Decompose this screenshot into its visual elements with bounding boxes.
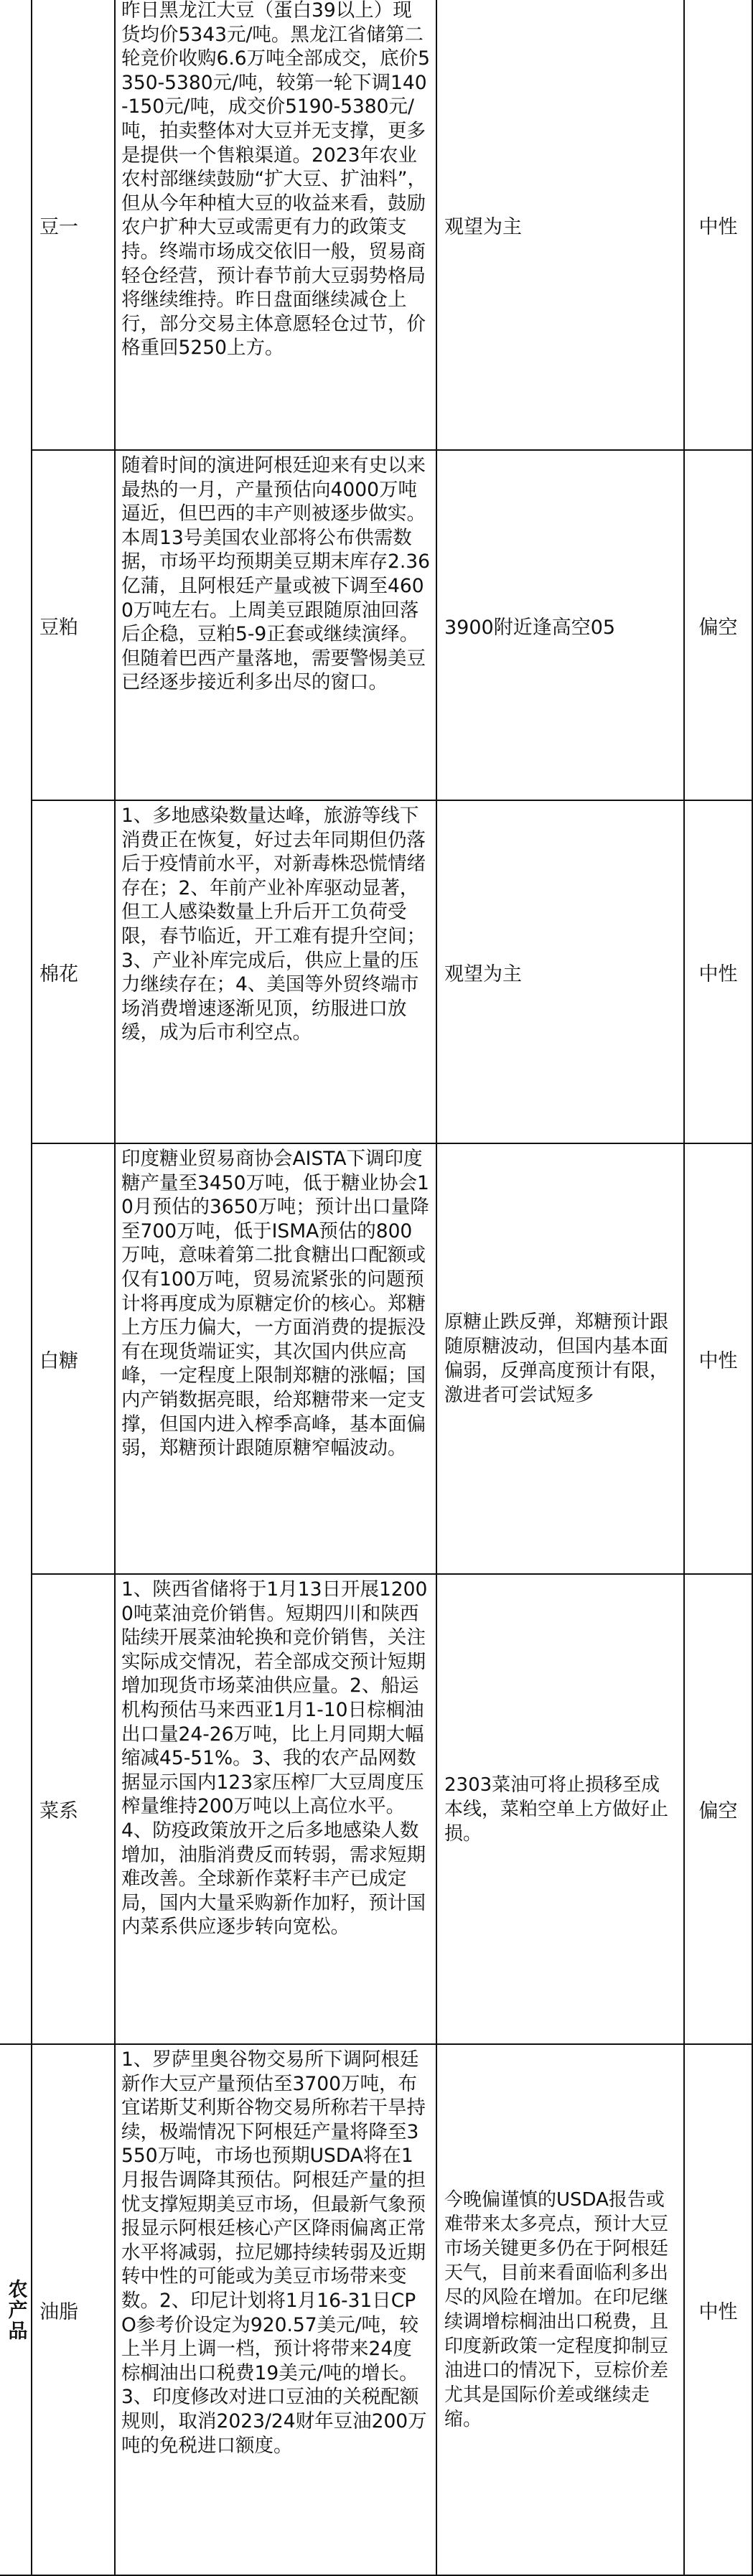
row-0-analysis: [116, 0, 437, 451]
row-5-analysis: [116, 2045, 437, 2576]
row-2-view: [685, 801, 753, 1144]
view-badge: 中性: [698, 215, 738, 238]
view-badge: 偏空: [698, 1800, 738, 1822]
row-5-name: [32, 2045, 116, 2576]
row-1-name: [32, 451, 116, 801]
row-2-analysis: [116, 801, 437, 1144]
row-0-strategy: [437, 0, 685, 451]
row-0-name: [32, 0, 116, 451]
strategy-text: 观望为主: [444, 963, 522, 985]
strategy-text: 今晚偏谨慎的USDA报告或难带来太多亮点，预计大豆市场关键更多仍在于阿根廷天气，目前来看面临利多出尽的风险在增加。在印尼继续调增棕榈油出口税费，且印度新政策一定程度抑制豆油进口的情况下，豆棕价差尤其是国际价差或继续走缩。: [444, 2189, 669, 2430]
product-name: 豆一: [39, 215, 78, 238]
row-1-strategy: [437, 451, 685, 801]
product-name: 棉花: [39, 963, 78, 985]
row-0-view: [685, 0, 753, 451]
category-cell-upper: [0, 0, 32, 2045]
analysis-text: 印度糖业贸易商协会AISTA下调印度糖产量至3450万吨，低于糖业协会10月预估的3650万吨；预计出口量降至700万吨，低于ISMA预估的800万吨，意味着第二批食糖出口配额或仅有100万吨，贸易流紧张的问题预计将再度成为原糖定价的核心。郑糖上方压力偏大，一方面消费的提振没有在现货端证实，其次国内供应高峰，一定程度上限制郑糖的涨幅；国内产销数据亮眼，给郑糖带来一定支撑，但国内进入榨季高峰，基本面偏弱，郑糖预计跟随原糖窄幅波动。: [121, 1148, 429, 1460]
strategy-text: 观望为主: [444, 215, 522, 238]
row-3-name: [32, 1144, 116, 1575]
row-3-analysis: [116, 1144, 437, 1575]
strategy-text: 原糖止跌反弹，郑糖预计跟随原糖波动，但国内基本面偏弱，反弹高度预计有限，激进者可尝试短多: [444, 1311, 669, 1406]
product-name: 菜系: [39, 1800, 78, 1822]
view-badge: 偏空: [698, 616, 738, 639]
row-4-view: [685, 1575, 753, 2045]
row-2-name: [32, 801, 116, 1144]
row-4-strategy: [437, 1575, 685, 2045]
row-3-view: [685, 1144, 753, 1575]
analysis-text: 昨日黑龙江大豆（蛋白39以上）现货均价5343元/吨。黑龙江省储第二轮竞价收购6.6万吨全部成交，底价5350-5380元/吨，较第一轮下调140-150元/吨，成交价5190-5380元/吨，拍卖整体对大豆并无支撑，更多是提供一个售粮渠道。2023年农业农村部继续鼓励“扩大豆、扩油料”，但从今年种植大豆的收益来看，鼓励农户扩种大豆或需更有力的政策支持。终端市场成交依旧一般，贸易商轻仓经营，预计春节前大豆弱势格局将继续维持。昨日盘面继续减仓上行，部分交易主体意愿轻仓过节，价格重回5250上方。: [121, 0, 431, 360]
row-5-strategy: [437, 2045, 685, 2576]
row-2-strategy: [437, 801, 685, 1144]
row-1-analysis: [116, 451, 437, 801]
row-4-name: [32, 1575, 116, 2045]
row-1-view: [685, 451, 753, 801]
product-name: 油脂: [39, 2300, 78, 2323]
category-label: 农产品: [4, 2278, 27, 2341]
product-name: 白糖: [39, 1349, 78, 1372]
row-4-analysis: [116, 1575, 437, 2045]
row-5-view: [685, 2045, 753, 2576]
row-3-strategy: [437, 1144, 685, 1575]
analysis-text: 1、多地感染数量达峰，旅游等线下消费正在恢复，好过去年同期但仍落后于疫情前水平，对新毒株恐慌情绪存在；2、年前产业补库驱动显著，但工人感染数量上升后开工负荷受限，春节临近，开工难有提升空间；3、产业补库完成后，供应上量的压力继续存在；4、美国等外贸终端市场消费增速逐渐见顶，纺服进口放缓，成为后市利空点。: [121, 805, 426, 1044]
analysis-text: 1、陕西省储将于1月13日开展12000吨菜油竞价销售。短期四川和陕西陆续开展菜油轮换和竞价销售，关注实际成交情况，若全部成交预计短期增加现货市场菜油供应量。2、船运机构预估马来西亚1月1-10日棕榈油出口量24-26万吨，比上月同期大幅缩减45-51%。3、我的农产品网数据显示国内123家压榨厂大豆周度压榨量维持200万吨以上高位水平。4、防疫政策放开之后多地感染人数增加，油脂消费反而转弱，需求短期难改善。全球新作菜籽丰产已成定局，国内大量采购新作加籽，预计国内菜系供应逐步转向宽松。: [121, 1578, 428, 1939]
strategy-text: 2303菜油可将止损移至成本线，菜粕空单上方做好止损。: [444, 1774, 669, 1845]
analysis-text: 1、罗萨里奥谷物交易所下调阿根廷新作大豆产量预估至3700万吨，布宜诺斯艾利斯谷物交易所称若干旱持续，极端情况下阿根廷产量将降至3550万吨，市场也预期USDA将在1月报告调降其预估。阿根廷产量的担忧支撑短期美豆市场，但最新气象预报显示阿根廷核心产区降雨偏离正常水平将减弱，拉尼娜持续转弱及近期转中性的可能或为美豆市场带来变数。2、印尼计划将1月16-31日CPO参考价设定为920.57美元/吨，较上半月上调一档，预计将带来24度棕榈油出口税费19美元/吨的增长。3、印度修改对进口豆油的关税配额规则，取消2023/24财年豆油200万吨的免税进口额度。: [121, 2048, 427, 2457]
strategy-text: 3900附近逢高空05: [444, 616, 616, 639]
view-badge: 中性: [698, 963, 738, 985]
view-badge: 中性: [698, 1349, 738, 1372]
product-name: 豆粕: [39, 616, 78, 639]
analysis-text: 随着时间的演进阿根廷迎来有史以来最热的一月，产量预估向4000万吨逼近，但巴西的丰产则被逐步做实。本周13号美国农业部将公布供需数据，市场平均预期美豆期末库存2.36亿蒲，且阿根廷产量或被下调至4600万吨左右。上周美豆跟随原油回落后企稳，豆粕5-9正套或继续演绎。但随着巴西产量落地，需要警惕美豆已经逐步接近利多出尽的窗口。: [121, 454, 431, 694]
view-badge: 中性: [698, 2300, 738, 2323]
category-cell: [0, 2045, 32, 2576]
